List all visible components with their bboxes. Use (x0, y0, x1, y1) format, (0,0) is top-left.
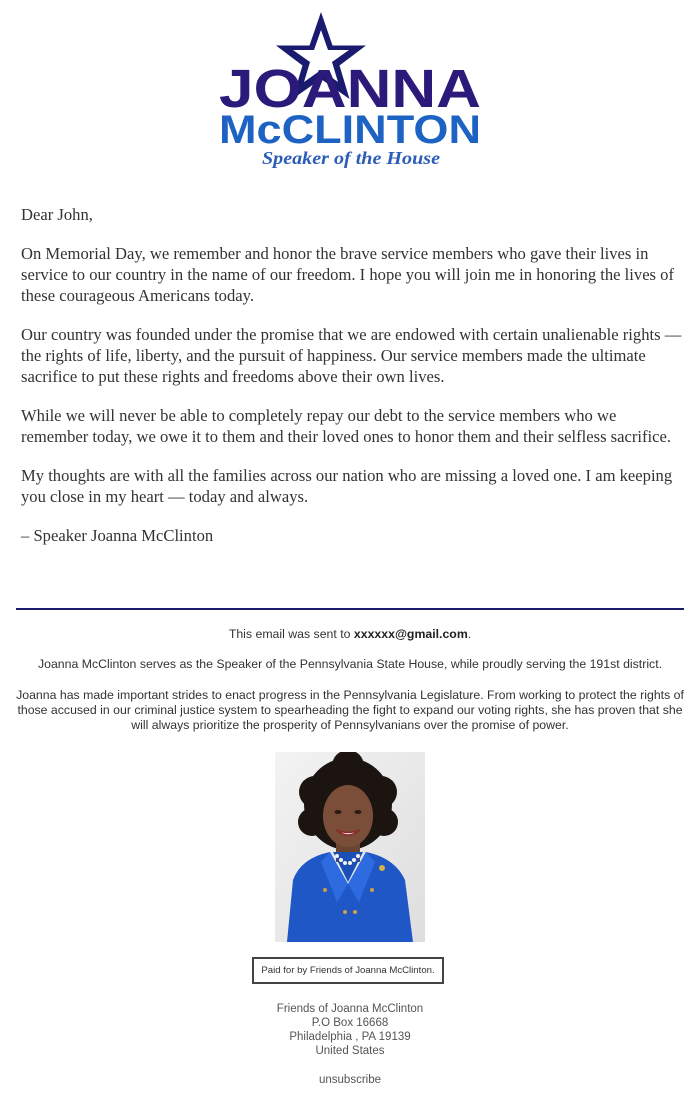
address-country: United States (315, 1045, 385, 1057)
paid-for-disclaimer: Paid for by Friends of Joanna McClinton. (252, 957, 444, 984)
recipient-email: xxxxxx@gmail.com (353, 627, 468, 641)
sent-prefix: This email was sent to (228, 627, 354, 641)
logo-tagline: Speaker of the House (262, 148, 441, 168)
campaign-logo (0, 0, 700, 180)
portrait-image (275, 752, 425, 942)
letter-paragraph: While we will never be able to completely repay our debt to the service members who we remember today, we owe it to them and their loved ones to honor them and their selfless sacrifice. (21, 406, 672, 446)
logo-graphic (0, 0, 700, 180)
letter-paragraph: On Memorial Day, we remember and honor the brave service members who gave their lives in service to our country in the name of our freedom. I hope you will join me in honoring the lives of these courageous Americans today. (21, 244, 674, 305)
signature: – Speaker Joanna McClinton (21, 526, 214, 545)
bio-paragraph: Joanna McClinton serves as the Speaker of the Pennsylvania State House, while proudly serving the 191st district. (37, 657, 663, 671)
address-city: Philadelphia , PA 19139 (289, 1031, 411, 1043)
candidate-photo (275, 752, 425, 942)
logo-first-name: JOANNA (219, 59, 481, 119)
email-footer (14, 626, 686, 733)
mailing-address (200, 1002, 500, 1058)
logo-last-name: McCLINTON (219, 108, 481, 152)
sent-notice (14, 626, 686, 642)
address-org: Friends of Joanna McClinton (276, 1003, 424, 1015)
bio-paragraph: Joanna has made important strides to enact progress in the Pennsylvania Legislature. From working to protect the rights of those accused in our criminal justice system to spearheading the fight to expand our voting rights, she has proven that she will always prioritize the prosperity of Pennsylvanians over the promise of power. (16, 688, 684, 732)
letter-body (21, 204, 683, 564)
letter-paragraph: My thoughts are with all the families across our nation who are missing a loved one. I am keeping you close in my heart — today and always. (21, 466, 673, 506)
salutation: Dear John, (21, 205, 93, 224)
address-po-box: P.O Box 16668 (311, 1017, 389, 1029)
footer-divider (16, 608, 684, 610)
unsubscribe-link[interactable]: unsubscribe (318, 1074, 381, 1086)
sent-suffix: . (467, 627, 472, 641)
letter-paragraph: Our country was founded under the promise that we are endowed with certain unalienable rights — the rights of life, liberty, and the pursuit of happiness. Our service members made the ultimate sacrifice to put these rights and freedoms above their own lives. (21, 325, 682, 386)
